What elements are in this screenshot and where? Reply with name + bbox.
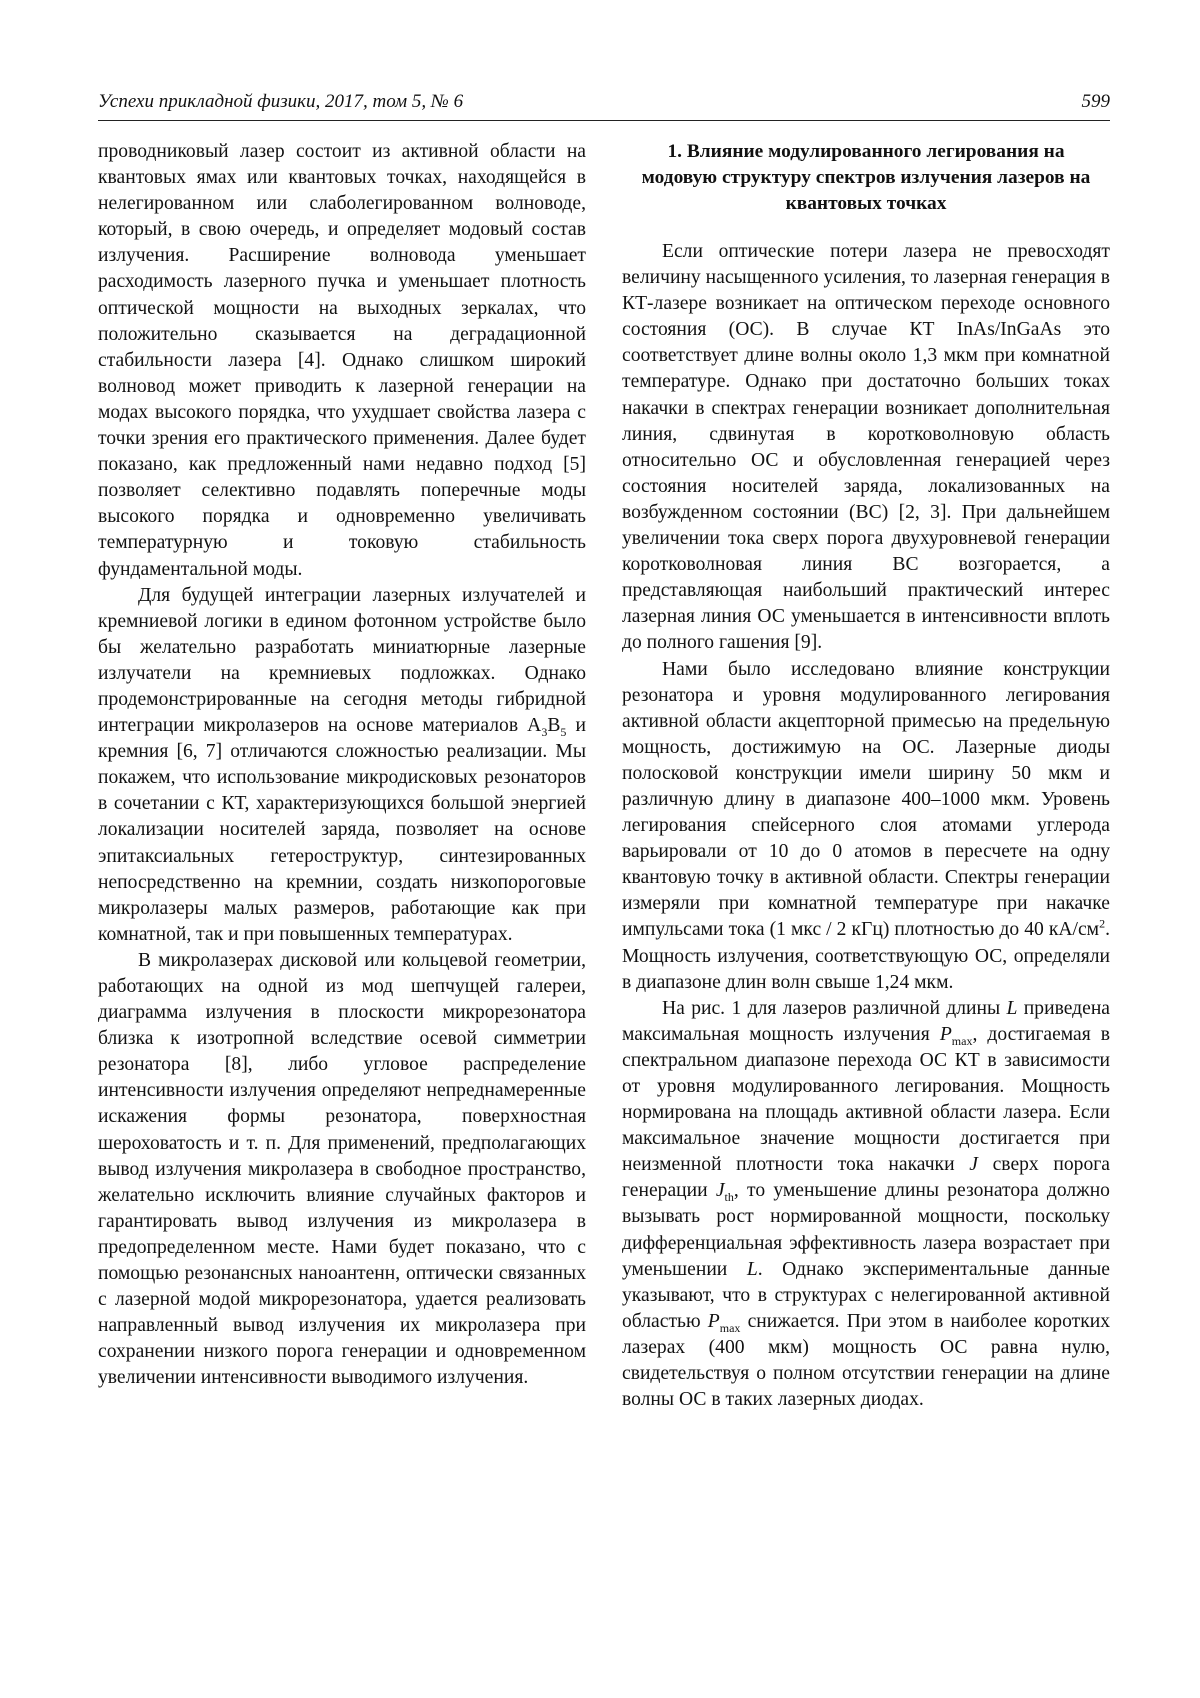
subscript: 5 (560, 724, 567, 739)
math-variable: L (1006, 997, 1018, 1019)
superscript: 2 (1099, 916, 1106, 931)
subscript: max (951, 1033, 973, 1048)
math-variable: L (746, 1258, 758, 1280)
text-run: B (547, 715, 561, 737)
text-run: снижается. При этом в наиболее коротких лазерах (400 мкм) мощность ОС равна нулю, свидетельствуя о полном отсутствии генерации на длине волны ОС в таких лазерных диодах. (622, 1310, 1111, 1411)
left-column (98, 139, 586, 1392)
subscript: 3 (541, 724, 548, 739)
page-number: 599 (1081, 91, 1110, 112)
paragraph: проводниковый лазер состоит из активной области на квантовых ямах или квантовых точках, находящейся в нелегированном или слаболегированном волноводе, который, в свою очередь, и определяет модовый состав излучения. Расширение волновода уменьшает расходимость лазерного пучка и уменьшает плотность оптической мощности на выходных зеркалах, что положительно сказывается на деградационной стабильности лазера [4]. Однако слишком широкий волновод может приводить к лазерной генерации на модах высокого порядка, что ухудшает свойства лазера с точки зрения его практического применения. Далее будет показано, как предложенный нами недавно подход [5] позволяет селективно подавлять поперечные моды высокого порядка и одновременно увеличивать температурную и токовую стабильность фундаментальной моды. (98, 141, 586, 580)
text-run: На рис. 1 для лазеров различной длины (662, 997, 1007, 1019)
paragraph (622, 996, 1110, 1414)
text-run: сверх порога генерации (622, 1154, 1111, 1202)
text-run: Для будущей интеграции лазерных излучателей и кремниевой логики в едином фотонном устройстве было бы желательно разработать миниатюрные лазерные излучатели на кремниевых подложках. Однако продемонстрированные на сегодня методы гибридной интеграции микролазеров на основе материалов A (98, 584, 586, 737)
math-variable: P (939, 1023, 952, 1045)
text-run: . Однако экспериментальные данные указывают, что в структурах с нелегированной активной областью (622, 1258, 1110, 1332)
subscript: max (719, 1320, 741, 1335)
text-run: Нами было исследовано влияние конструкции резонатора и уровня модулированного легирования активной области акцепторной примесью на предельную мощность, достижимую на ОС. Лазерные диоды полосковой конструкции имели ширину 50 мкм и различную длину в диапазоне 400–1000 мкм. Уровень легирования спейсерного слоя атомами углерода варьировали от 10 до 0 атомов в пересчете на одну квантовую точку в активной области. Спектры генерации измеряли при комнатной температуре при накачке импульсами тока (1 мкс / 2 кГц) плотностью до 40 кА/см (622, 658, 1110, 941)
text-run: , то уменьшение длины резонатора должно вызывать рост нормированной мощности, поскольку дифференциальная эффективность лазера возрастает при уменьшении (622, 1180, 1110, 1280)
text-run: приведена максимальная мощность излучения (622, 997, 1111, 1045)
math-variable: J (969, 1154, 978, 1176)
paragraph (98, 583, 586, 948)
section-heading: 1. Влияние модулированного легирования на модовую структуру спектров излучения лазеров на квантовых точках (641, 141, 1091, 214)
subscript: th (724, 1190, 734, 1205)
math-variable: P (707, 1310, 720, 1332)
math-variable: J (715, 1180, 725, 1202)
right-column (622, 139, 1110, 1413)
paragraph: В микролазерах дисковой или кольцевой геометрии, работающих на одной из мод шепчущей галереи, диаграмма излучения в плоскости микрорезонатора близка к изотропной вследствие осевой симметрии резонатора [8], либо угловое распределение интенсивности излучения определяют непреднамеренные искажения формы резонатора, поверхностная шероховатость и т. п. Для применений, предполагающих вывод излучения микролазера в свободное пространство, желательно исключить влияние случайных факторов и гарантировать вывод излучения из микролазера в предопределенном месте. Нами будет показано, что с помощью резонансных наноантенн, оптически связанных с лазерной модой микрорезонатора, удается реализовать направленный вывод излучения их микролазера при сохранении низкого порога генерации и одновременном увеличении интенсивности выводимого излучения. (98, 949, 586, 1389)
journal-title: Успехи прикладной физики, 2017, том 5, № 6 (98, 91, 464, 112)
text-run: . Мощность излучения, соответствующую ОС, определяли в диапазоне длин волн свыше 1,24 мкм. (622, 919, 1110, 993)
text-run: и кремния [6, 7] отличаются сложностью реализации. Мы покажем, что использование микродисковых резонаторов в сочетании с КТ, характеризующихся большой энергией локализации носителей заряда, позволяет на основе эпитаксиальных гетероструктур, синтезированных непосредственно на кремнии, создать низкопороговые микролазеры малых размеров, работающие как при комнатной, так и при повышенных температурах. (98, 715, 587, 945)
text-run: , достигаемая в спектральном диапазоне перехода ОС КТ в зависимости от уровня модулированного легирования. Мощность нормирована на площадь активной области лазера. Если максимальное значение мощности достигается при неизменной плотности тока накачки (622, 1023, 1111, 1176)
paragraph: Если оптические потери лазера не превосходят величину насыщенного усиления, то лазерная генерация в КТ-лазере возникает на оптическом переходе основного состояния (ОС). В случае КТ InAs/InGaAs это соответствует длине волны около 1,3 мкм при комнатной температуре. Однако при достаточно больших токах накачки в спектрах генерации возникает дополнительная линия, сдвинутая в коротковолновую область относительно ОС и обусловленная генерацией через состояния носителей заряда, локализованных на возбужденном состоянии (ВС) [2, 3]. При дальнейшем увеличении тока сверх порога двухуровневой генерации коротковолновая линия ВС возгорается, а представляющая наибольший практический интерес лазерная линия ОС уменьшается в интенсивности вплоть до полного гашения [9]. (622, 241, 1110, 654)
running-header (98, 88, 1110, 121)
paragraph (622, 657, 1110, 996)
